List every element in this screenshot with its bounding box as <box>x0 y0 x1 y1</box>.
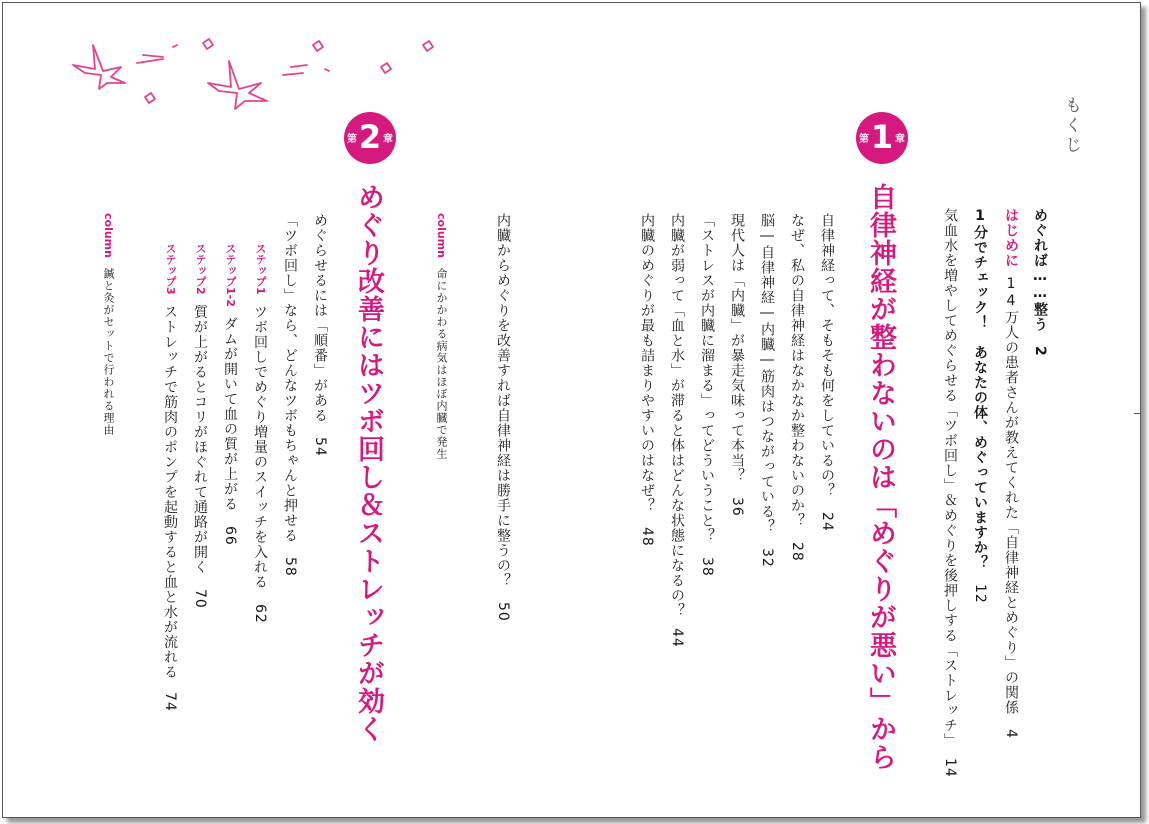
toc-entry <box>820 213 834 532</box>
toc-entry-text: 質が上がるとコリがほぐれて通路が開く <box>192 304 208 575</box>
bird-doodle-icon <box>73 45 125 89</box>
toc-entry <box>253 243 267 623</box>
sparkle-icon <box>423 41 433 51</box>
sparkle-icon <box>313 41 323 51</box>
toc-entry-text: ツボ回しでめぐり増量のスイッチを入れる <box>252 304 268 590</box>
dash-doodle <box>283 73 303 75</box>
toc-entry-text: 内臓からめぐりを改善すれば自律神経は勝手に整うの？ <box>495 213 511 588</box>
page-number: 58 <box>282 557 298 577</box>
toc-entry <box>313 213 327 457</box>
entry-label: はじめに <box>1003 208 1019 268</box>
bird-doodles <box>63 31 463 121</box>
sparkle-icon <box>381 63 391 73</box>
page-number: 24 <box>819 512 835 532</box>
toc-entry <box>730 213 744 517</box>
page-number: 2 <box>1032 346 1048 357</box>
column-text: 鍼と灸がセットで行われる理由 <box>102 267 115 436</box>
toc-entry <box>790 213 804 562</box>
toc-entry <box>1004 208 1018 739</box>
page-number: 32 <box>759 548 775 568</box>
page-number: 70 <box>192 588 208 609</box>
toc-entry <box>700 213 714 577</box>
page-number: 54 <box>312 437 328 457</box>
toc-page <box>2 2 1141 818</box>
page-number: 66 <box>222 525 238 546</box>
page-number: 12 <box>972 584 988 604</box>
page-number: 14 <box>942 758 958 778</box>
chapter-badge <box>344 112 396 164</box>
page-title: もくじ <box>1061 96 1081 156</box>
toc-entry <box>193 243 207 608</box>
toc-entry-text: めぐれば……整う <box>1032 208 1048 332</box>
sparkle-icon <box>145 93 155 103</box>
toc-entry-text: 気血水を増やしてめぐらせる「ツボ回し」＆めぐりを後押しする「ストレッチ」 <box>942 208 958 748</box>
page-number: 36 <box>729 497 745 517</box>
column-text: 命にかかわる病気はほぼ内臓で発生 <box>435 267 448 460</box>
page-edge-mark <box>1134 413 1140 414</box>
dash-doodle <box>137 59 163 63</box>
column-label: column <box>102 213 115 258</box>
toc-entry-text: 「ストレスが内臓に溜まる」ってどういうこと？ <box>699 213 715 543</box>
dash-doodle <box>143 55 163 57</box>
sparkle-icon <box>325 69 329 71</box>
toc-entry <box>670 213 684 648</box>
page-number: 38 <box>699 557 715 577</box>
toc-entry-text: めぐらせるには「順番」がある <box>312 213 328 423</box>
dash-doodle <box>291 65 307 67</box>
column-entry <box>103 213 114 436</box>
chapter-number: 2 <box>358 118 382 156</box>
toc-entry-text: 現代人は「内臓」が暴走気味って本当？ <box>729 213 745 483</box>
chapter-badge-sho: 章 <box>895 134 905 145</box>
page-number: 44 <box>669 628 685 648</box>
chapter-title: めぐり改善にはツボ回し＆ストレッチが効く <box>353 183 384 743</box>
column-label: column <box>435 213 448 258</box>
toc-entry-text: 内臓のめぐりが最も詰まりやすいのはなぜ？ <box>639 213 655 513</box>
toc-entry <box>640 213 654 547</box>
chapter-badge-sho: 章 <box>383 134 393 145</box>
toc-entry <box>760 213 774 568</box>
toc-entry-text: 「ツボ回し」なら、どんなツボもちゃんと押せる <box>282 213 298 543</box>
chapter-title: 自律神経が整わないのは「めぐりが悪い」から <box>865 183 896 771</box>
page-number: 4 <box>1003 729 1019 739</box>
chapter-badge-dai: 第 <box>859 134 869 145</box>
page-number: 50 <box>495 602 511 622</box>
toc-entry <box>496 213 510 622</box>
toc-entry-text: ダムが開いて血の質が上がる <box>222 316 238 512</box>
toc-entry-text: なぜ、私の自律神経はなかなか整わないのか？ <box>789 213 805 528</box>
toc-entry <box>223 243 237 546</box>
sparkle-icon <box>173 45 177 47</box>
page-number: 28 <box>789 542 805 562</box>
chapter-badge <box>856 112 908 164</box>
chapter-badge-dai: 第 <box>347 134 357 145</box>
toc-entry <box>943 208 957 778</box>
sparkle-icon <box>203 39 213 49</box>
toc-entry <box>1033 208 1047 357</box>
page-number: 62 <box>252 603 268 624</box>
toc-entry-text: ストレッチで筋肉のポンプを起動すると血と水が流れる <box>162 304 178 680</box>
bird-doodle-icon <box>208 61 267 109</box>
toc-entry <box>163 243 177 711</box>
column-entry <box>436 213 447 460</box>
page-number: 74 <box>162 691 178 712</box>
step-label: ステップ2 <box>194 243 207 295</box>
toc-entry <box>973 208 987 604</box>
toc-entry-text: 1分でチェック！ あなたの体、めぐっていますか？ <box>972 208 988 570</box>
chapter-number: 1 <box>870 118 894 156</box>
toc-entry-text: 自律神経って、そもそも何をしているの？ <box>819 213 835 498</box>
step-label: ステップ3 <box>164 243 177 295</box>
page-number: 48 <box>639 527 655 547</box>
toc-entry-text: 脳―自律神経―内臓―筋肉はつながっている？ <box>759 213 775 534</box>
step-label: ステップ1 <box>254 243 267 295</box>
step-label: ステップ1-2 <box>224 243 237 307</box>
toc-entry-text: 14万人の患者さんが教えてくれた「自律神経とめぐり」の関係 <box>1003 276 1019 715</box>
toc-entry-text: 内臓が弱って「血と水」が滞ると体はどんな状態になるの？ <box>669 213 685 618</box>
toc-entry <box>283 213 297 577</box>
